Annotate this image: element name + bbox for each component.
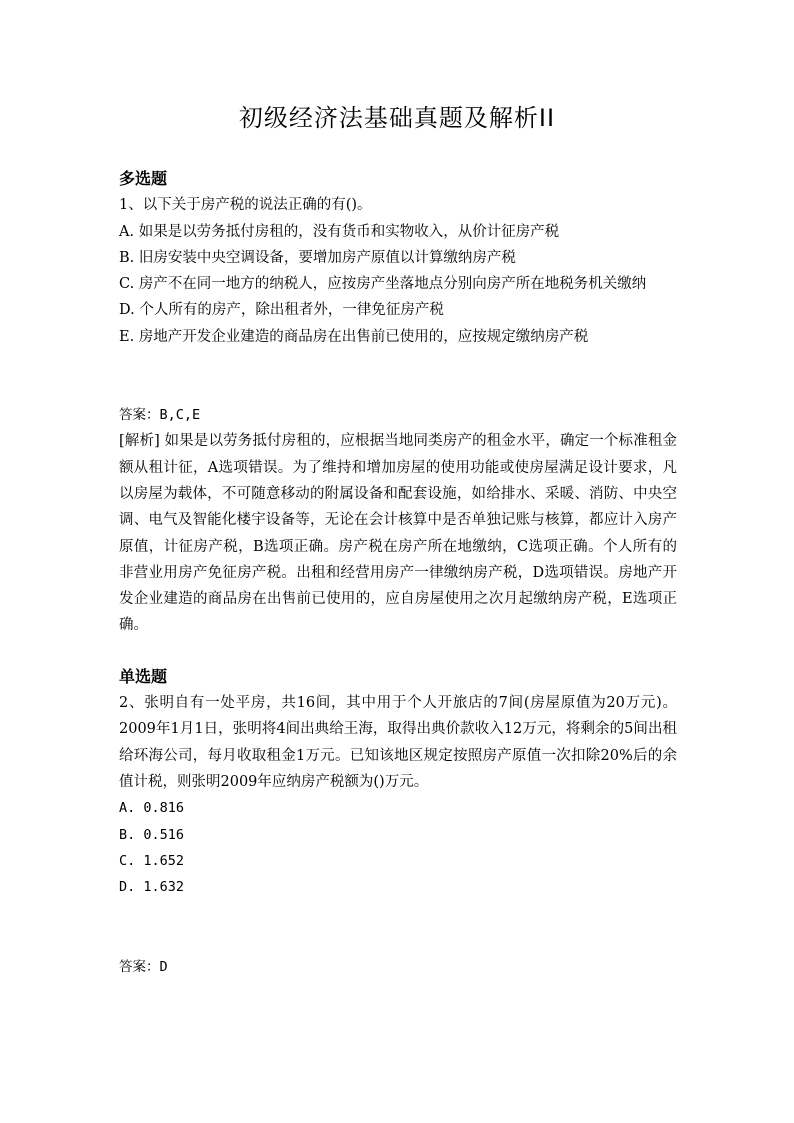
document-body xyxy=(119,166,677,981)
section-heading-multiple-choice: 多选题 xyxy=(119,169,168,188)
question-1-text: 1、以下关于房产税的说法正确的有()。 xyxy=(119,197,372,214)
spacer xyxy=(119,639,677,664)
question-1-option-a: A. 如果是以劳务抵付房租的，没有货币和实物收入，从价计征房产税 xyxy=(119,223,560,240)
question-1-answer: 答案：B,C,E xyxy=(119,407,201,424)
question-2-option-d: D. 1.632 xyxy=(119,879,185,896)
question-1-option-d: D. 个人所有的房产，除出租者外，一律免征房产税 xyxy=(119,302,444,319)
spacer xyxy=(119,900,677,954)
question-1-option-e: E. 房地产开发企业建造的商品房在出售前已使用的，应按规定缴纳房产税 xyxy=(119,328,589,345)
question-2-text: 2、张明自有一处平房，共16间，其中用于个人开旅店的7间(房屋原值为20万元)。2009年1月1日，张明将4间出典给王海，取得出典价款收入12万元，将剩余的5间出租给环海公司，每月收取租金1万元。已知该地区规定按照房产原值一次扣除20%后的余值计税，则张明2009年应纳房产税额为()万元。 xyxy=(119,695,677,790)
question-2-option-c: C. 1.652 xyxy=(119,852,185,869)
question-1-analysis: [解析] 如果是以劳务抵付房租的，应根据当地同类房产的租金水平，确定一个标准租金额从租计征，A选项错误。为了维持和增加房屋的使用功能或使房屋满足设计要求，凡以房屋为载体，不可随意移动的附属设备和配套设施，如给排水、采暖、消防、中央空调、电气及智能化楼宇设备等，无论在会计核算中是否单独记账与核算，都应计入房产原值，计征房产税，B选项正确。房产税在房产所在地缴纳，C选项正确。个人所有的非营业用房产免征房产税。出租和经营用房产一律缴纳房产税，D选项错误。房地产开发企业建造的商品房在出售前已使用的，应自房屋使用之次月起缴纳房产税，E选项正确。 xyxy=(119,433,677,634)
question-2-answer: 答案：D xyxy=(119,959,168,976)
document-title: 初级经济法基础真题及解析II xyxy=(238,104,556,132)
spacer xyxy=(119,350,677,402)
section-heading-single-choice: 单选题 xyxy=(119,666,168,686)
question-1-option-c: C. 房产不在同一地方的纳税人，应按房产坐落地点分别向房产所在地税务机关缴纳 xyxy=(119,276,647,293)
question-2-option-a: A. 0.816 xyxy=(119,800,185,817)
question-2-option-b: B. 0.516 xyxy=(119,826,185,843)
question-1-option-b: B. 旧房安装中央空调设备，要增加房产原值以计算缴纳房产税 xyxy=(119,249,516,266)
